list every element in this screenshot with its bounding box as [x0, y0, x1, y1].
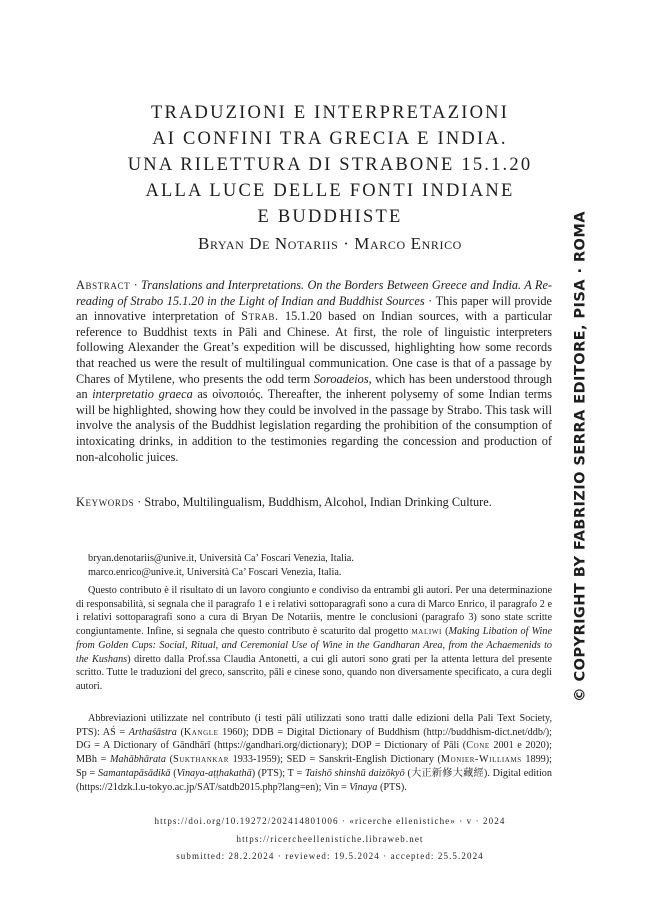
footer-doi: https://doi.org/10.19272/202414801006 · «ricerche ellenistiche» · v · 2024 [154, 816, 506, 826]
title-line: AI CONFINI TRA GRECIA E INDIA. [152, 129, 508, 149]
footnote-text: ) (PTS); T = [251, 767, 305, 779]
author-ref: Monier-Williams [440, 754, 522, 766]
title-line: UNA RILETTURA DI STRABONE 15.1.20 [127, 155, 533, 175]
work-title: Samantapāsādikā [98, 767, 171, 779]
footnote-text: Abbreviazioni utilizzate nel contributo (i testi pāli utilizzati sono tratti dalle edizioni della Pali Text Society, PTS): AŚ = [76, 713, 552, 738]
footnote-text: ( [165, 754, 173, 766]
title-line: TRADUZIONI E INTERPRETAZIONI [150, 103, 510, 123]
abstract-text: as οἰνοποιός. Thereafter, the inherent polysemy of some Indian terms will be highlighted, showing how they could be involved in the passage by Strabo. This task will involve the analysis of the Buddhist legislation regarding the prohibition of the consumption of intoxicating drinks, in addition to the testimonies regarding the concession and production of non-alcoholic juices. [76, 387, 552, 464]
footnote-text: Questo contributo è il risultato di un lavoro congiunto e condiviso da entrambi gli autori. Per una determinazione di responsabilità, si segnala che il paragrafo 1 e i relativi sottoparagrafi sono a cura di Marco Enrico, il paragrafo 2 e i relativi sottoparagrafi sono a cura di Bryan De Notariis, mentre le conclusioni (paragrafo 3) sono state scritte congiuntamente. Infine, si segnala che questo contributo è scaturito dal progetto [76, 585, 552, 638]
work-title: Vinaya-aṭṭhakathā [176, 767, 252, 779]
abstract-english-title: Translations and Interpretations. On the Borders Between Greece and India. A Re-reading of Strabo 15.1.20 in the Light of Indian and Buddhist Sources [76, 278, 552, 308]
footer-url: https://ricercheellenistiche.libraweb.net [236, 834, 424, 844]
author-ref: Sukthankar [172, 754, 229, 766]
footnote-text: 2001 e 2020); MBh = [76, 740, 552, 766]
abstract-text: This paper will provide an innovative interpretation of [76, 293, 552, 324]
footnote-text: (PTS). [377, 781, 407, 793]
author-affiliations [88, 552, 354, 580]
author-email-line: marco.enrico@unive.it, Università Ca’ Foscari Venezia, Italia. [88, 567, 342, 578]
abstract-term: interpretatio graeca [92, 387, 193, 402]
footnote-text: ( [176, 726, 184, 738]
footnote-text: 1933-1959); SED = Sanskrit-English Dictionary ( [228, 754, 441, 766]
footnote-text: ( [170, 767, 177, 779]
abstract-text: , which has been understood through an [76, 371, 552, 402]
work-title: Taishō shinshū daizōkyō [304, 767, 405, 779]
abstract [76, 278, 552, 465]
title-line: E BUDDHISTE [257, 207, 403, 227]
abstract-term: Soroadeios [313, 371, 369, 386]
work-title: Arthaśāstra [128, 726, 177, 738]
project-title: Making Libation of Wine from Golden Cups: Social, Ritual, and Ceremonial Use of Wine in the Gandharan Area, from the Achaemenids to the Kushans [76, 626, 552, 665]
footnote-text: (大正新修大藏經). Digital edition (https://21dzk.l.u-tokyo.ac.jp/SAT/satdb2015.php?lang=en); Vin = [76, 767, 552, 793]
work-title: Mahābhārata [109, 754, 166, 766]
work-title: Vinaya [349, 781, 378, 793]
footnote-text: ( [441, 626, 449, 638]
keywords-label: Keywords [76, 495, 135, 509]
footnote-contribution [76, 584, 552, 694]
footnote-text: 1960); DDB = Digital Dictionary of Buddhism (http://buddhism-dict.net/ddb/); DG = A Dictionary of Gāndhārī (https://gandhari.org/dictionary); DOP = Dictionary of Pāli ( [76, 726, 553, 752]
author-email-line: bryan.denotariis@unive.it, Università Ca’ Foscari Venezia, Italia. [88, 553, 354, 564]
separator: · [424, 293, 436, 308]
author-names: Bryan De Notariis · Marco Enrico [198, 234, 462, 253]
footnote-text: ) diretto dalla Prof.ssa Claudia Antonetti, a cui gli autori sono grati per la attenta lettura del presente scritto. Tutte le traduzioni del greco, sanscrito, pāli e cinese sono, quando non diversamente specificato, a cura degli autori. [76, 653, 552, 692]
article-title [60, 100, 600, 230]
author-ref: Cone [466, 740, 490, 752]
keywords-text: · Strabo, Multilingualism, Buddhism, Alcohol, Indian Drinking Culture. [134, 495, 492, 509]
abstract-strab-ref: Strab. [241, 309, 279, 324]
keywords [76, 495, 552, 511]
copyright-notice: © COPYRIGHT BY FABRIZIO SERRA EDITORE, PISA · ROMA [571, 211, 589, 702]
title-line: ALLA LUCE DELLE FONTI INDIANE [145, 181, 515, 201]
footnote-text: 1899); Sp = [76, 754, 552, 779]
project-acronym: maliwi [411, 626, 442, 638]
footer-dates: submitted: 28.2.2024 · reviewed: 19.5.2024 · accepted: 25.5.2024 [176, 851, 484, 861]
separator: · [130, 278, 142, 292]
footnote-abbreviations [76, 712, 552, 794]
author-ref: Kangle [183, 726, 219, 738]
abstract-label: Abstract [76, 278, 131, 292]
abstract-text: 15.1.20 based on Indian sources, with a particular reference to Buddhist texts in Pāli and Chinese. At first, the role of linguistic interpreters following Alexander the Great’s expedition will be discussed, highlighting how some records that reached us were the result of multilingual communication. One case is that of a passage by Chares of Mytilene, who presents the odd term [76, 309, 553, 386]
